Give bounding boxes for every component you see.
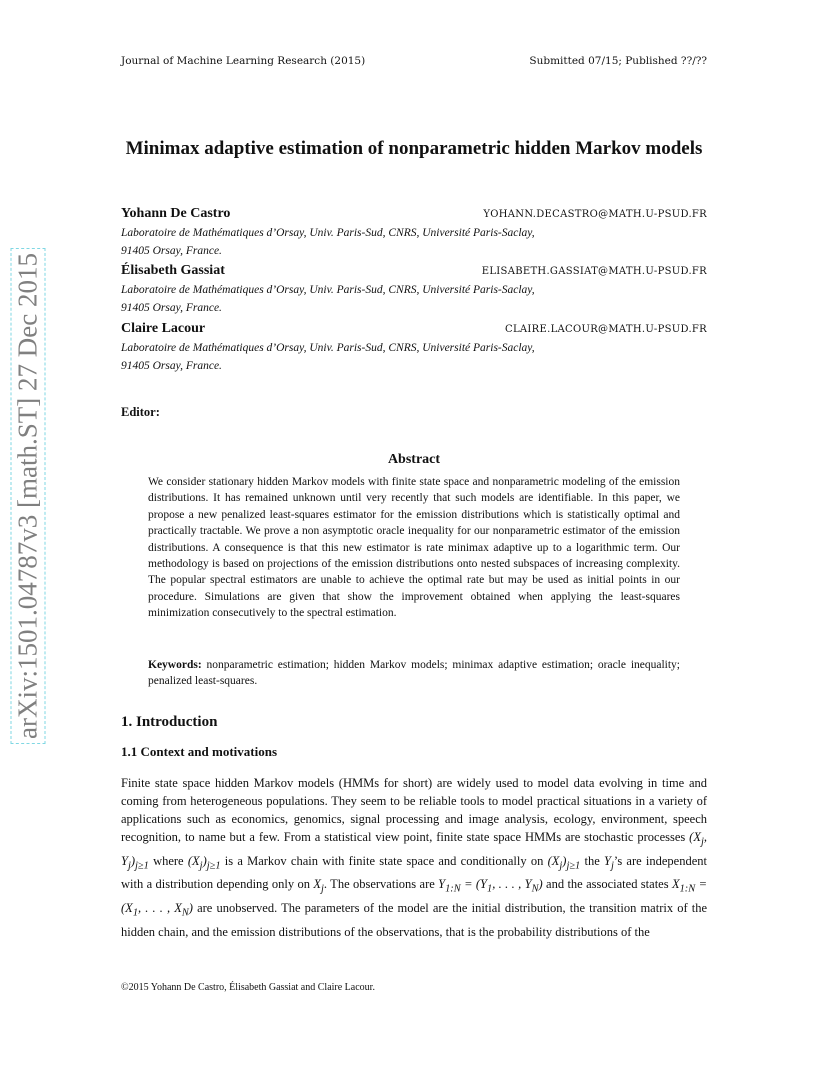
journal-name: Journal of Machine Learning Research (2015)	[121, 55, 366, 67]
keywords-label: Keywords:	[148, 659, 202, 671]
intro-paragraph: Finite state space hidden Markov models (HMMs for short) are widely used to model data evolving in time and coming from heterogeneous populations. They seem to be reliable tools to model practical situations in a variety of applications such as economics, genomics, signal processing and image analysis, ecology, environment, speech recognition, to name but a few. From a statistical view point, finite state space HMMs are stochastic processes ($X_j$, $Y_j)_{j\ge 1}$ where $(X_j)_{j\ge 1}$ is a Markov chain with finite state space and conditionally on $(X_j)_{j\ge 1}$ the $Y_j’s$ are independent with a distribution depending only on $X_j$. The observations are $Y_{1:N} = (Y_1$, . . . , $Y_N$) and the associated states $X_{1:N} = (X_1$, . . . , $X_N$) are unobserved. The parameters of the model are the initial distribution, the transition matrix of the hidden chain, and the emission distributions of the observations, that is the probability distributions of the	[121, 776, 708, 939]
author-email[interactable]: CLAIRE.LACOUR@MATH.U-PSUD.FR	[505, 324, 707, 335]
paper-title: Minimax adaptive estimation of nonparametric hidden Markov models	[125, 138, 703, 159]
author-affiliation: Laboratoire de Mathématiques d’Orsay, Univ. Paris-Sud, CNRS, Université Paris-Saclay, 91405 Orsay, France.	[121, 342, 535, 372]
author-affiliation: Laboratoire de Mathématiques d’Orsay, Univ. Paris-Sud, CNRS, Université Paris-Saclay, 91405 Orsay, France.	[121, 227, 535, 257]
submission-info: Submitted 07/15; Published ??/??	[529, 55, 707, 67]
author-name: Yohann De Castro	[121, 206, 231, 221]
subsection-heading: 1.1 Context and motivations	[121, 744, 278, 759]
section-heading: 1. Introduction	[121, 714, 218, 730]
author-block	[121, 206, 707, 260]
editor-label: Editor:	[121, 405, 160, 419]
author-name: Claire Lacour	[121, 321, 206, 336]
keywords-text: nonparametric estimation; hidden Markov models; minimax adaptive estimation; oracle inequality; penalized least-squares.	[148, 659, 681, 688]
keywords	[148, 657, 680, 690]
author-block	[121, 321, 707, 375]
running-header	[121, 55, 707, 67]
author-name: Élisabeth Gassiat	[121, 263, 225, 278]
abstract-text: We consider stationary hidden Markov models with finite state space and nonparametric modeling of the emission distributions. It has remained unknown until very recently that such models are identifiable. In this paper, we propose a new penalized least-squares estimator for the emission distributions which is statistically optimal and practically tractable. We prove a non asymptotic oracle inequality for our nonparametric estimator of the emission distributions. A consequence is that this new estimator is rate minimax adaptive up to a logarithmic term. Our methodology is based on projections of the emission distributions onto nested subspaces of increasing complexity. The popular spectral estimators are unable to achieve the optimal rate but may be used as initial points in our procedure. Simulations are given that show the improvement obtained when applying the least-squares minimization consecutively to the spectral estimation.	[148, 476, 680, 620]
copyright-notice: ©2015 Yohann De Castro, Élisabeth Gassiat and Claire Lacour.	[121, 982, 375, 993]
author-email[interactable]: ELISABETH.GASSIAT@MATH.U-PSUD.FR	[481, 266, 707, 277]
arxiv-stamp[interactable]	[6, 242, 50, 750]
author-affiliation: Laboratoire de Mathématiques d’Orsay, Univ. Paris-Sud, CNRS, Université Paris-Saclay, 91405 Orsay, France.	[121, 284, 535, 314]
author-block	[121, 263, 707, 317]
abstract-heading: Abstract	[387, 452, 441, 467]
author-email[interactable]: YOHANN.DECASTRO@MATH.U-PSUD.FR	[483, 209, 707, 220]
arxiv-id[interactable]: arXiv:1501.04787v3 [math.ST] 27 Dec 2015	[11, 248, 46, 744]
